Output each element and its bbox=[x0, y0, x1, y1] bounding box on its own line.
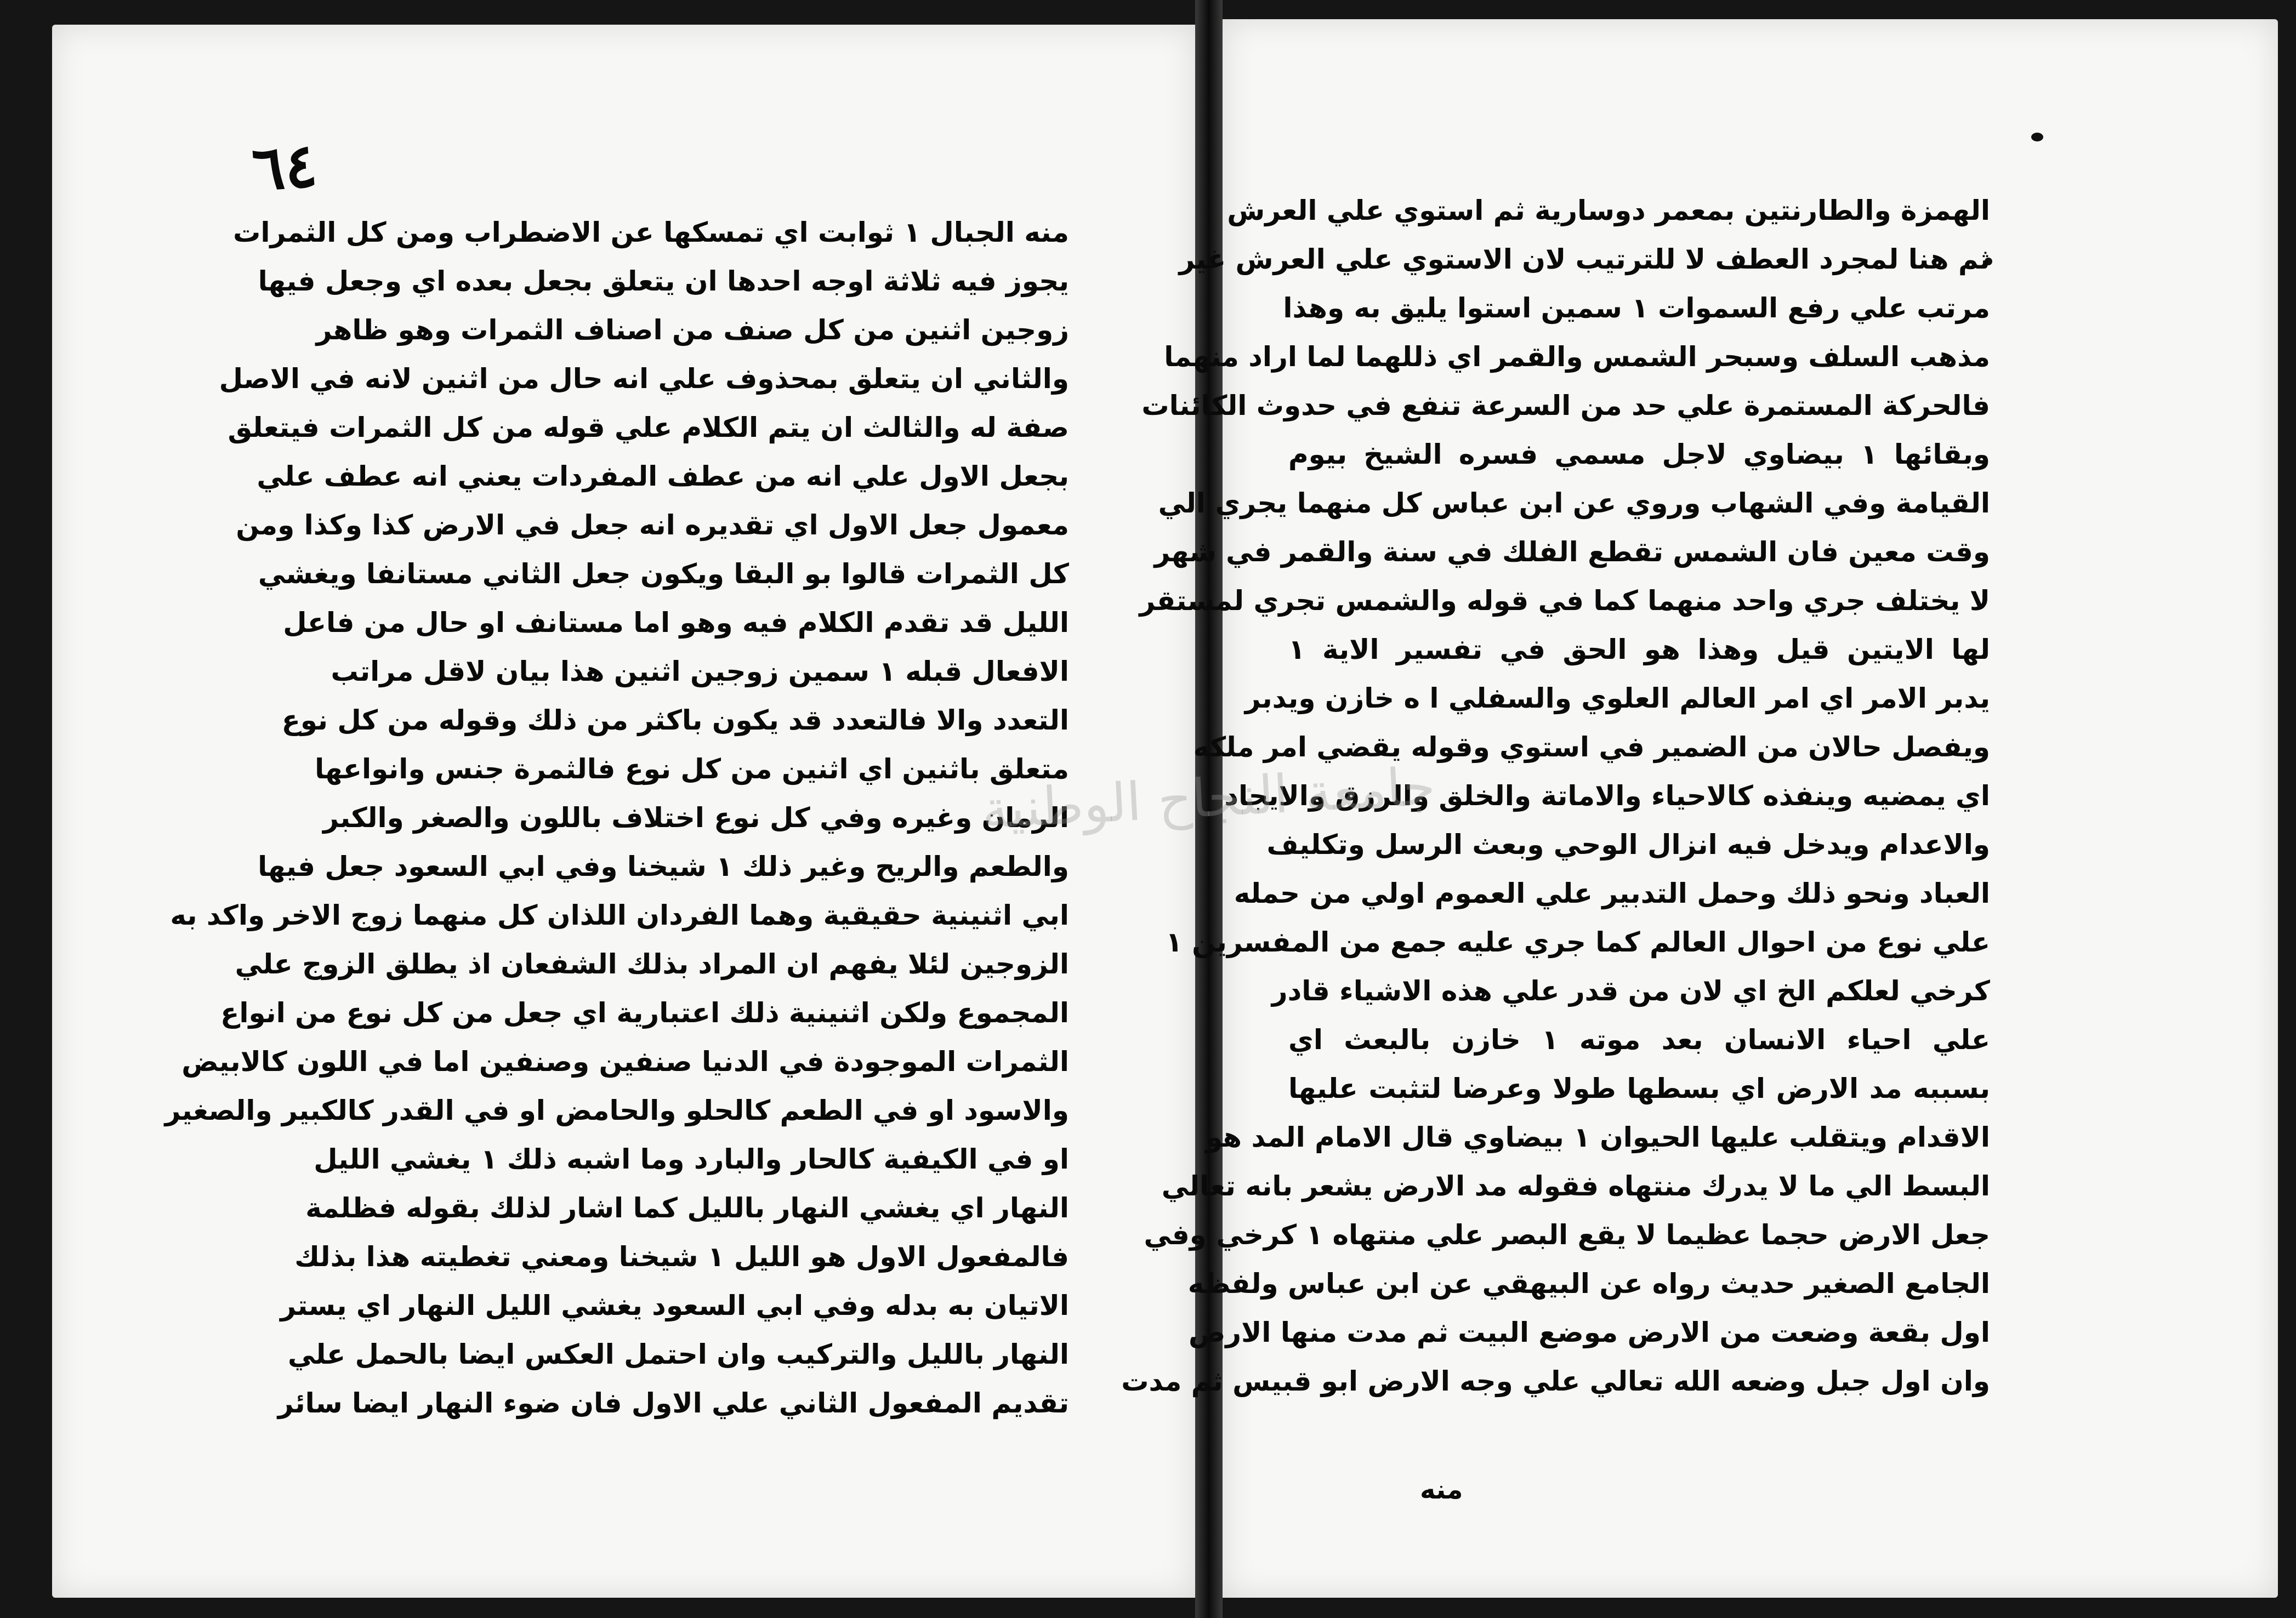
text-line: مرتب علي رفع السموات ۱ سمين استوا يليق به وهذا bbox=[1283, 292, 1990, 324]
text-line: الافعال قبله ۱ سمين زوجين اثنين هذا بيان لاقل مراتب bbox=[331, 656, 1069, 687]
text-line: النهار اي يغشي النهار بالليل كما اشار لذلك بقوله فظلمة bbox=[305, 1192, 1069, 1224]
text-line: الثمرات الموجودة في الدنيا صنفين وصنفين اما في اللون كالابيض bbox=[181, 1046, 1069, 1078]
text-line: والاسود او في الطعم كالحلو والحامض او في القدر كالكبير والصغير bbox=[164, 1095, 1069, 1126]
text-line: منه الجبال ۱ ثوابت اي تمسكها عن الاضطراب ومن كل الثمرات bbox=[233, 217, 1069, 248]
text-line: وقت معين فان الشمس تقطع الفلك في سنة والقمر في شهر bbox=[1154, 536, 1990, 568]
text-line: الهمزة والطارنتين بمعمر دوسارية ثم استوي علي العرش bbox=[1227, 195, 1990, 226]
text-line: تقديم المفعول الثاني علي الاول فان ضوء النهار ايضا سائر bbox=[277, 1387, 1069, 1419]
catchword: منه bbox=[1420, 1474, 1463, 1505]
text-line: والاعدام ويدخل فيه انزال الوحي وبعث الرسل وتكليف bbox=[1266, 829, 1990, 861]
text-line: صفة له والثالث ان يتم الكلام علي قوله من كل الثمرات فيتعلق bbox=[228, 412, 1069, 443]
text-line: لها الايتين قيل وهذا هو الحق في تفسير الاية ۱ bbox=[1288, 634, 1990, 665]
text-line: ابي اثنينية حقيقية وهما الفردان اللذان كل منهما زوج الاخر واكد به bbox=[170, 899, 1069, 931]
text-line: الاقدام ويتقلب عليها الحيوان ۱ بيضاوي قال الامام المد هو bbox=[1206, 1121, 1990, 1153]
text-line: البسط الي ما لا يدرك منتهاه فقوله مد الارض يشعر بانه تعالي bbox=[1161, 1170, 1990, 1202]
text-line: جعل الارض حجما عظيما لا يقع البصر علي منتهاه ۱ كرخي وفي bbox=[1144, 1219, 1990, 1251]
text-line: علي نوع من احوال العالم كما جري عليه جمع من المفسرين ۱ bbox=[1166, 926, 1990, 958]
text-line: التعدد والا فالتعدد قد يكون باكثر من ذلك وقوله من كل نوع bbox=[281, 704, 1069, 736]
text-line: لا يختلف جري واحد منهما كما في قوله والشمس تجري لمستقر bbox=[1139, 585, 1990, 617]
text-line: مذهب السلف وسبحر الشمس والقمر اي ذللهما لما اراد منهما bbox=[1164, 341, 1990, 373]
page-mark-dot bbox=[2031, 133, 2043, 141]
text-line: الزوجين لئلا يفهم ان المراد بذلك الشفعان اذ يطلق الزوج علي bbox=[235, 948, 1069, 980]
text-line: ثم هنا لمجرد العطف لا للترتيب لان الاستوي علي العرش غير bbox=[1179, 243, 1990, 275]
text-line: القيامة وفي الشهاب وروي عن ابن عباس كل منهما يجري الي bbox=[1158, 487, 1990, 519]
text-line: المجموع ولكن اثنينية ذلك اعتبارية اي جعل من كل نوع من انواع bbox=[220, 997, 1069, 1029]
text-line: بجعل الاول علي انه من عطف المفردات يعني انه عطف علي bbox=[257, 460, 1069, 492]
text-line: بسببه مد الارض اي بسطها طولا وعرضا لتثبت عليها bbox=[1288, 1073, 1990, 1104]
text-line: الليل قد تقدم الكلام فيه وهو اما مستانف او حال من فاعل bbox=[283, 607, 1069, 639]
text-line: النهار بالليل والتركيب وان احتمل العكس ايضا بالحمل علي bbox=[288, 1338, 1069, 1370]
folio-number: ٦٤ bbox=[249, 129, 320, 204]
text-line: علي احياء الانسان بعد موته ۱ خازن بالبعث اي bbox=[1288, 1024, 1990, 1056]
text-line: ويفصل حالان من الضمير في استوي وقوله يقضي امر ملكه bbox=[1193, 731, 1990, 763]
text-line: فالحركة المستمرة علي حد من السرعة تنفع في حدوث الكائنات bbox=[1141, 390, 1990, 421]
text-line: معمول جعل الاول اي تقديره انه جعل في الارض كذا وكذا ومن bbox=[236, 509, 1069, 541]
text-line: وبقائها ۱ بيضاوي لاجل مسمي فسره الشيخ بيوم bbox=[1288, 438, 1991, 470]
text-line: كرخي لعلكم الخ اي لان من قدر علي هذه الاشياء قادر bbox=[1271, 975, 1990, 1007]
text-line: كل الثمرات قالوا بو البقا ويكون جعل الثاني مستانفا ويغشي bbox=[258, 558, 1069, 590]
text-line: اول بقعة وضعت من الارض موضع البيت ثم مدت منها الارض bbox=[1189, 1317, 1990, 1348]
text-line: اي يمضيه وينفذه كالاحياء والاماتة والخلق والرزق والايجاد bbox=[1224, 780, 1990, 812]
text-line: الجامع الصغير حديث رواه عن البيهقي عن ابن عباس ولفظه bbox=[1187, 1268, 1990, 1300]
watermark: جامعة النجاح الوطنية bbox=[980, 755, 1437, 841]
text-line: او في الكيفية كالحار والبارد وما اشبه ذلك ۱ يغشي الليل bbox=[314, 1143, 1069, 1175]
text-line: وان اول جبل وضعه الله تعالي علي وجه الارض ابو قبيس ثم مدت bbox=[1121, 1365, 1990, 1397]
text-line: والثاني ان يتعلق بمحذوف علي انه حال من اثنين لانه في الاصل bbox=[219, 363, 1069, 395]
text-line: زوجين اثنين من كل صنف من اصناف الثمرات وهو ظاهر bbox=[316, 314, 1069, 346]
text-line: والطعم والريح وغير ذلك ۱ شيخنا وفي ابي السعود جعل فيها bbox=[258, 851, 1069, 882]
text-line: متعلق باثنين اي اثنين من كل نوع فالثمرة جنس وانواعها bbox=[315, 753, 1069, 785]
text-line: يدبر الامر اي امر العالم العلوي والسفلي ا ه خازن ويدبر bbox=[1244, 682, 1990, 714]
text-line: فالمفعول الاول هو الليل ۱ شيخنا ومعني تغطيته هذا بذلك bbox=[294, 1241, 1069, 1273]
left-page-text bbox=[164, 208, 1069, 1428]
text-line: يجوز فيه ثلاثة اوجه احدها ان يتعلق بجعل بعده اي وجعل فيها bbox=[258, 265, 1069, 297]
text-line: العباد ونحو ذلك وحمل التدبير علي العموم اولي من حمله bbox=[1234, 878, 1990, 909]
text-line: الرمان وغيره وفي كل نوع اختلاف باللون والصغر والكبر bbox=[323, 802, 1069, 834]
text-line: الاتيان به بدله وفي ابي السعود يغشي الليل النهار اي يستر bbox=[280, 1290, 1069, 1321]
